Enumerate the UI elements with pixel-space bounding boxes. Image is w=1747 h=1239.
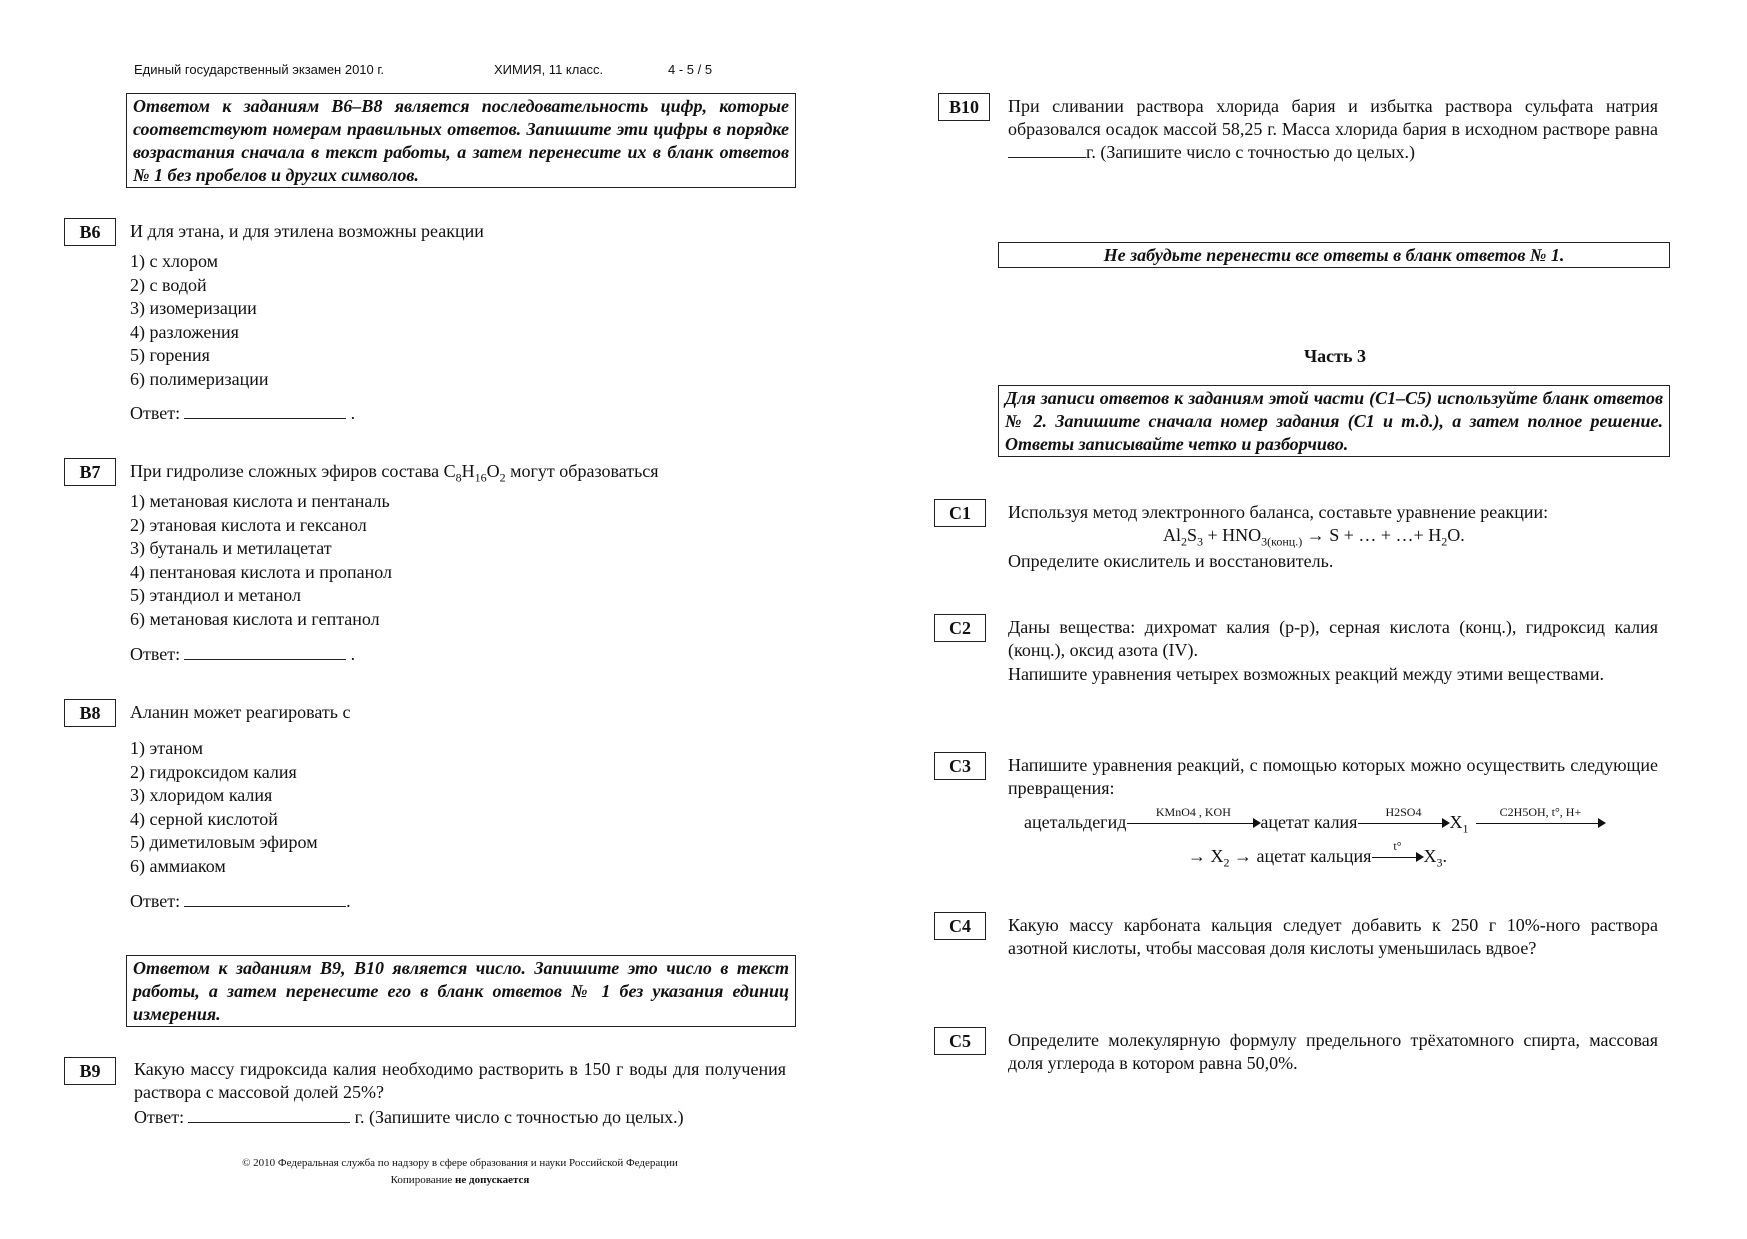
equation-c1-end: O. xyxy=(1447,525,1465,545)
option[interactable]: 1) метановая кислота и пентаналь xyxy=(130,491,390,511)
question-c5: Определите молекулярную формулу предельного трёхатомного спирта, массовая доля углерода в котором равна 50,0%. xyxy=(1008,1030,1658,1073)
option[interactable]: 4) серной кислотой xyxy=(130,808,278,829)
copy-notice xyxy=(150,1174,770,1186)
option[interactable]: 2) гидроксидом калия xyxy=(130,761,297,782)
question-b7: При гидролизе сложных эфиров состава $C_8H_{16}O_2$ могут образоваться xyxy=(130,461,659,485)
option[interactable]: 3) бутаналь и метилацетат xyxy=(130,538,332,558)
question-b6: И для этана, и для этилена возможны реакции xyxy=(130,221,484,241)
task-tag-b7: B7 xyxy=(64,458,116,486)
option[interactable]: 3) хлоридом калия xyxy=(130,785,273,805)
option[interactable]: 2) этановая кислота и гексанол xyxy=(130,514,367,535)
instruction-b6-b8: Ответом к заданиям В6–В8 является последовательность цифр, которые соответствуют номерам правильных ответов. Запишите эти цифры в порядке возрастания сначала в текст работы, а затем перенесите их в бланк ответов № 1 без пробелов и других символов. xyxy=(126,93,796,188)
task-tag-c4: C4 xyxy=(934,912,986,940)
question-c1: Используя метод электронного баланса, составьте уравнение реакции: xyxy=(1008,502,1549,522)
answer-label: Ответ: xyxy=(130,891,181,911)
answer-field-b9[interactable] xyxy=(188,1106,350,1123)
answer-b9 xyxy=(134,1106,684,1128)
scheme-c3-line1: ацетальдегид KMnO4 , KOH ацетат калия H2SO4 $X_1$ C2H5OH, t°, H+ xyxy=(1024,812,1605,837)
option[interactable]: 6) метановая кислота и гептанол xyxy=(130,608,380,629)
scheme-start: ацетальдегид xyxy=(1024,812,1127,832)
page-number: 4 - 5 / 5 xyxy=(668,62,713,77)
part3-heading: Часть 3 xyxy=(1303,346,1367,366)
question-c3: Напишите уравнения реакций, с помощью которых можно осуществить следующие превращения: xyxy=(1008,755,1658,798)
task-tag-b8: B8 xyxy=(64,699,116,727)
question-b10-tail: г. (Запишите число с точностью до целых.) xyxy=(1086,142,1416,162)
task-tag-b6: B6 xyxy=(64,218,116,246)
answer-b8 xyxy=(130,890,351,912)
question-c1-line2: Определите окислитель и восстановитель. xyxy=(1008,551,1334,571)
option[interactable]: 4) разложения xyxy=(130,321,239,342)
answer-b6 xyxy=(130,402,355,424)
option[interactable]: 2) с водой xyxy=(130,274,207,295)
instruction-part3: Для записи ответов к заданиям этой части (С1–С5) используйте бланк ответов № 2. Запишите сначала номер задания (С1 и т.д.), а затем полное решение. Ответы записывайте четко и разборчиво. xyxy=(998,385,1670,457)
scheme-step: ацетат кальция xyxy=(1256,846,1372,866)
arrow-icon xyxy=(1358,805,1448,824)
arrow-label: H2SO4 xyxy=(1385,805,1422,820)
answer-field-b10[interactable] xyxy=(1008,143,1086,158)
option[interactable]: 6) аммиаком xyxy=(130,855,226,876)
scheme-step: ацетат калия xyxy=(1260,812,1358,832)
option[interactable]: 4) пентановая кислота и пропанол xyxy=(130,561,392,582)
question-b7-suffix: могут образоваться xyxy=(510,461,659,481)
answer-label: Ответ: xyxy=(134,1107,185,1127)
answer-end: . xyxy=(346,891,351,911)
question-b10 xyxy=(1008,95,1658,164)
option[interactable]: 6) полимеризации xyxy=(130,368,269,389)
option[interactable]: 5) этандиол и метанол xyxy=(130,585,301,605)
exam-title: Единый государственный экзамен 2010 г. xyxy=(134,62,385,77)
arrow-icon xyxy=(1372,839,1422,858)
option[interactable]: 5) горения xyxy=(130,345,210,365)
arrow-label: C2H5OH, t°, H+ xyxy=(1499,805,1582,820)
task-tag-c3: C3 xyxy=(934,752,986,780)
question-b10-text: При сливании раствора хлорида бария и избытка раствора сульфата натрия образовался осадок массой 58,25 г. Масса хлорида бария в исходном растворе равна xyxy=(1008,96,1658,139)
copy-notice-label: Копирование xyxy=(390,1174,453,1186)
question-c2: Даны вещества: дихромат калия (р-р), серная кислота (конц.), гидроксид калия (конц.), оксид азота (IV). xyxy=(1008,617,1658,660)
task-tag-b9: B9 xyxy=(64,1057,116,1085)
arrow-label: t° xyxy=(1393,839,1402,854)
options-b7 xyxy=(130,490,392,631)
answer-field-b8[interactable] xyxy=(184,890,346,907)
task-tag-c1: C1 xyxy=(934,499,986,527)
arrow-icon xyxy=(1476,805,1604,824)
question-c2-line2: Напишите уравнения четырех возможных реакций между этими веществами. xyxy=(1008,664,1604,684)
option[interactable]: 5) диметиловым эфиром xyxy=(130,832,318,852)
answer-end: г. (Запишите число с точностью до целых.) xyxy=(354,1107,684,1127)
answer-end: . xyxy=(350,403,356,423)
copyright-line: © 2010 Федеральная служба по надзору в сфере образования и науки Российской Федерации xyxy=(242,1157,678,1169)
answer-field-b6[interactable] xyxy=(184,402,346,419)
answer-end: . xyxy=(350,644,356,664)
copy-notice-bold: не допускается xyxy=(455,1174,530,1186)
answer-label: Ответ: xyxy=(130,403,181,423)
equation-c1-tail: S + … + …+ H xyxy=(1329,525,1442,545)
option[interactable]: 3) изомеризации xyxy=(130,298,257,318)
equation-c1: $Al_2S_3 + HNO_{3(конц.)} \to S$ + … + …+ $H_2O$. xyxy=(1163,525,1465,549)
answer-field-b7[interactable] xyxy=(184,643,346,660)
arrow-icon xyxy=(1127,805,1259,824)
answer-b7 xyxy=(130,643,355,665)
answer-label: Ответ: xyxy=(130,644,181,664)
subject-label: ХИМИЯ, 11 класс. xyxy=(494,62,604,77)
question-c4: Какую массу карбоната кальция следует добавить к 250 г 10%-ного раствора азотной кислоты, чтобы массовая доля кислоты уменьшилась вдвое? xyxy=(1008,915,1658,958)
options-b6 xyxy=(130,250,269,391)
question-b7-prefix: При гидролизе сложных эфиров состава C xyxy=(130,461,456,481)
option[interactable]: 1) этаном xyxy=(130,738,203,758)
question-b8: Аланин может реагировать с xyxy=(130,702,351,722)
option[interactable]: 1) с хлором xyxy=(130,251,219,271)
arrow-label: KMnO4 , KOH xyxy=(1155,805,1231,820)
reminder-box: Не забудьте перенести все ответы в бланк ответов № 1. xyxy=(998,242,1670,268)
scheme-c3-line2: → $X_2$ → ацетат кальция t° $X_3$. xyxy=(1188,839,1447,870)
options-b8 xyxy=(130,737,318,878)
task-tag-c5: C5 xyxy=(934,1027,986,1055)
task-tag-c2: C2 xyxy=(934,614,986,642)
question-b9: Какую массу гидроксида калия необходимо растворить в 150 г воды для получения раствора с массовой долей 25%? xyxy=(134,1059,786,1102)
task-tag-b10: B10 xyxy=(938,93,990,121)
instruction-b9-b10: Ответом к заданиям В9, В10 является число. Запишите это число в текст работы, а затем перенесите его в бланк ответов № 1 без указания единиц измерения. xyxy=(126,955,796,1027)
